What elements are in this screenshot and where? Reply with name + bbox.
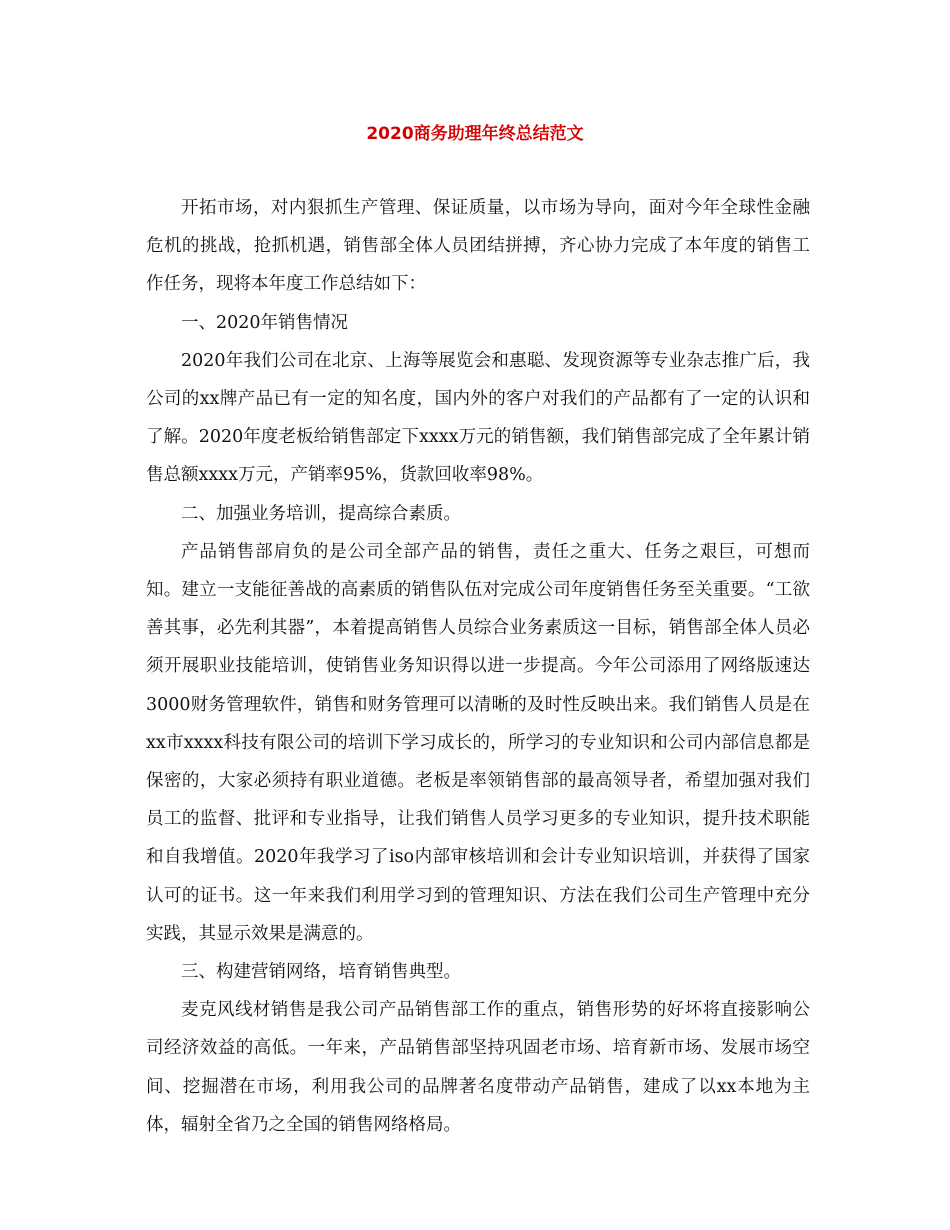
network-paragraph: 麦克风线材销售是我公司产品销售部工作的重点，销售形势的好坏将直接影响公司经济效益的高低。一年来，产品销售部坚持巩固老市场、培育新市场、发展市场空间、挖掘潜在市场，利用我公司的品牌著名度带动产品销售，建成了以xx本地为主体，辐射全省乃之全国的销售网络格局。: [146, 1000, 810, 1135]
section-heading-sales: 一、2020年销售情况: [181, 312, 349, 333]
intro-paragraph: 开拓市场，对内狠抓生产管理、保证质量，以市场为导向，面对今年全球性金融危机的挑战，抢抓机遇，销售部全体人员团结拼搏，齐心协力完成了本年度的销售工作任务，现将本年度工作总结如下：: [146, 198, 810, 295]
section-heading-network: 三、构建营销网络，培育销售典型。: [181, 962, 461, 983]
document-body: [146, 189, 810, 1144]
section-heading-training: 二、加强业务培训，提高综合素质。: [181, 503, 461, 524]
sales-paragraph: 2020年我们公司在北京、上海等展览会和惠聪、发现资源等专业杂志推广后，我公司的xx牌产品已有一定的知名度，国内外的客户对我们的产品都有了一定的认识和了解。2020年度老板给销售部定下xxxx万元的销售额，我们销售部完成了全年累计销售总额xxxx万元，产销率95%，货款回收率98%。: [146, 350, 810, 486]
training-paragraph: 产品销售部肩负的是公司全部产品的销售，责任之重大、任务之艰巨，可想而知。建立一支能征善战的高素质的销售队伍对完成公司年度销售任务至关重要。“工欲善其事，必先利其器”，本着提高销售人员综合业务素质这一目标，销售部全体人员必须开展职业技能培训，使销售业务知识得以进一步提高。今年公司添用了网络版速达3000财务管理软件，销售和财务管理可以清晰的及时性反映出来。我们销售人员是在xx市xxxx科技有限公司的培训下学习成长的，所学习的专业知识和公司内部信息都是保密的，大家必须持有职业道德。老板是率领销售部的最高领导者，希望加强对我们员工的监督、批评和专业指导，让我们销售人员学习更多的专业知识，提升技术职能和自我增值。2020年我学习了iso内部审核培训和会计专业知识培训，并获得了国家认可的证书。这一年来我们利用学习到的管理知识、方法在我们公司生产管理中充分实践，其显示效果是满意的。: [146, 541, 810, 944]
document-title: 2020商务助理年终总结范文: [366, 124, 584, 144]
